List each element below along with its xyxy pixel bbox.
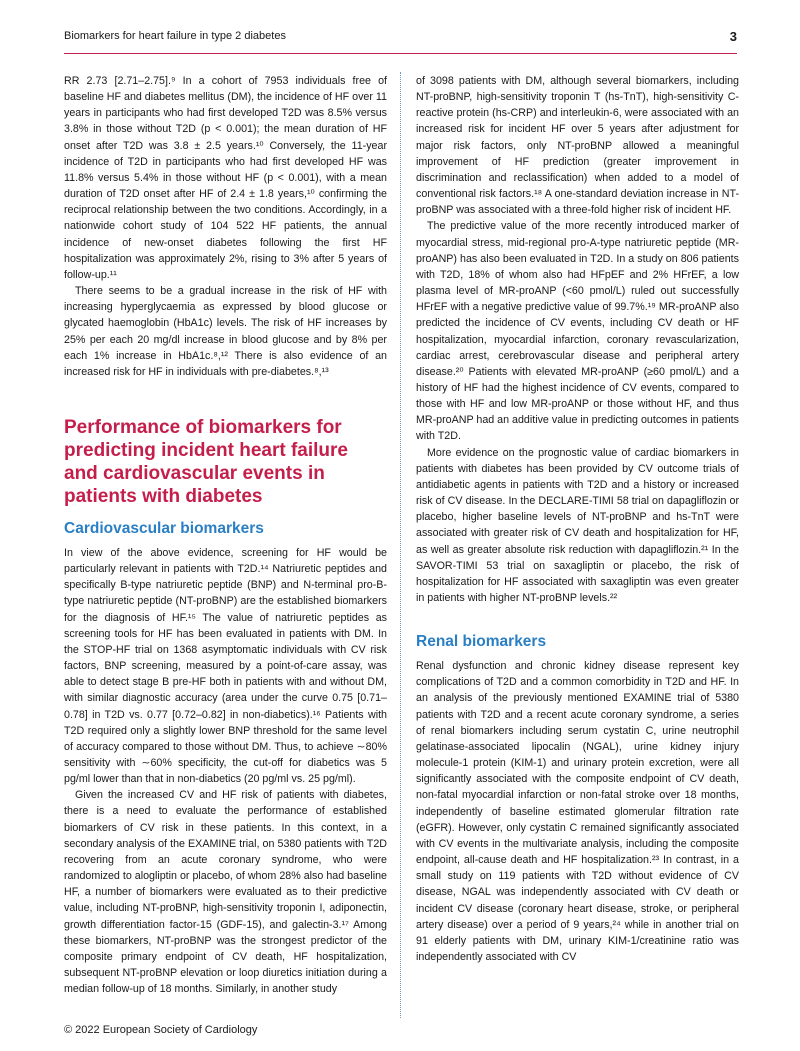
right-column [416, 73, 739, 965]
copyright-footer: © 2022 European Society of Cardiology [64, 1024, 258, 1036]
left-paragraph-2: There seems to be a gradual increase in the risk of HF with increasing hyperglycaemia as expressed by blood glucose or glycated haemoglobin (HbA1c) levels. The risk of HF increases by 25% per each 20 mg/dl increase in blood glucose and by 8% per each 1% increase in HbA1c.⁸,¹² There is also evidence of an increased risk for HF in individuals with pre-diabetes.⁸,¹³ [64, 285, 387, 378]
left-paragraph-1: RR 2.73 [2.71–2.75].⁹ In a cohort of 7953 individuals free of baseline HF and diabetes mellitus (DM), the incidence of HF over 11 years in participants who had first developed T2D was 8.5% versus 3.8% in those without T2D (p < 0.001); the mean duration of HF onset after T2D was 3.8 ± 2.5 years.¹⁰ Conversely, the 11-year incidence of T2D in participants who had first developed HF was 11.8% versus 5.4% in those without HF (p < 0.001), with a mean duration of T2D onset after HF of 2.4 ± 1.8 years,¹⁰ confirming the reciprocal relationship between the two conditions. Accordingly, in a nationwide cohort study of 104 522 HF patients, the annual incidence of new-onset diabetes following the first HF hospitalization was approximately 2%, rising to 3% after 5 years of follow-up.¹¹ [64, 75, 387, 281]
right-paragraph-3: More evidence on the prognostic value of cardiac biomarkers in patients with diabetes has been provided by CV outcome trials of antidiabetic agents in patients with T2D and a history or increased risk of CV disease. In the DECLARE-TIMI 58 trial on dapagliflozin or placebo, higher baseline levels of NT-proBNP and hs-TnT were associated with greater risk of CV death and hospitalization for HF, as well as greater absolute risk reduction with dapagliflozin.²¹ In the SAVOR-TIMI 53 trial on saxagliptin or placebo, the risk of hospitalization for HF associated with saxagliptin was even greater in patients with higher NT-proBNP levels.²² [416, 446, 739, 604]
left-paragraph-4: Given the increased CV and HF risk of patients with diabetes, there is a need to evaluate the performance of established biomarkers of CV risk in these patients. In this context, in a secondary analysis of the EXAMINE trial, on 5380 patients with T2D recovering from an acute coronary syndrome, who were randomized to alogliptin or placebo, of whom 28% also had baseline HF, a number of biomarkers were evaluated as to their predictive value, including NT-proBNP, high-sensitivity troponin I, adiponectin, growth differentiation factor-15 (GDF-15), and galectin-3.¹⁷ Among these biomarkers, NT-proBNP was the strongest predictor of the composite primary endpoint of CV death, HF hospitalization, subsequent NT-proBNP elevation or loop diuretics initiation during a median follow-up of 18 months. Similarly, in another study [64, 789, 387, 996]
subsection-heading-cardiovascular: Cardiovascular biomarkers [64, 519, 264, 537]
left-column [64, 73, 387, 997]
subsection-heading-renal: Renal biomarkers [416, 633, 547, 651]
header-rule [64, 53, 737, 54]
running-title: Biomarkers for heart failure in type 2 diabetes [64, 30, 286, 42]
right-paragraph-1: of 3098 patients with DM, although several biomarkers, including NT-proBNP, high-sensitivity troponin T (hs-TnT), high-sensitivity C-reactive protein (hs-CRP) and interleukin-6, were associated with an increased risk for incident HF over 5 years after adjustment for major risk factors, only NT-proBNP allowed a meaningful improvement of HF prediction (greater improvement in discrimination and reclassification) when added to a model of conventional risk factors.¹⁸ A one-standard deviation increase in NT-proBNP was associated with a three-fold higher risk of incident HF. [416, 75, 739, 217]
right-paragraph-2: The predictive value of the more recently introduced marker of myocardial stress, mid-regional pro-A-type natriuretic peptide (MR-proANP) has also been evaluated in T2D. In a study on 806 patients with T2D, 18% of whom also had HFpEF and 2% HFrEF, a low plasma level of MR-proANP (<60 pmol/L) ruled out successfully HFrEF with a negative predictive value of 99.7%.¹⁹ MR-proANP also predicted the incidence of CV events, including CV death or HF hospitalization, myocardial infarction, coronary revascularization, cardiac arrest, cerebrovascular disease and peripheral artery disease.²⁰ Patients with elevated MR-proANP (≥60 pmol/L) and a history of HF had the highest incidence of CV events, compared to those with HF and low MR-proANP or those without HF, and thus MR-proANP had an additive value in predicting outcomes in patients with T2D. [416, 220, 739, 443]
page-number: 3 [729, 29, 737, 44]
column-divider [400, 72, 401, 1018]
right-paragraph-4: Renal dysfunction and chronic kidney disease represent key complications of T2D and a common comorbidity in T2D and HF. In an analysis of the previously mentioned EXAMINE trial of 5380 patients with T2D and a recent acute coronary syndrome, a series of renal biomarkers including serum cystatin C, urine neutrophil gelatinase-associated lipocalin (NGAL), urine kidney injury molecule-1 protein (KIM-1) and urinary protein excretion, were all significantly associated with the composite endpoint of CV death, non-fatal myocardial infarction or non-fatal stroke over 18 months, independently of baseline estimated glomerular filtration rate (eGFR). However, only cystatin C remained significantly associated with CV events in the multivariate analysis, including the composite endpoint, all-cause death and HF hospitalization.²³ In contrast, in a small study on 119 patients with T2D without evidence of CV disease, NGAL was independently associated with CV death or incident CV disease (coronary heart disease, stroke, or peripheral artery disease) over a period of 9 years,²⁴ while in another trial on 91 elderly patients with DM, urinary KIM-1/creatinine ratio was independently associated with CV [416, 660, 739, 963]
left-paragraph-3: In view of the above evidence, screening for HF would be particularly relevant in patients with T2D.¹⁴ Natriuretic peptides and specifically B-type natriuretic peptide (BNP) and N-terminal pro-B-type natriuretic peptide (NT-proBNP) are the established biomarkers for the diagnosis of HF.¹⁵ The value of natriuretic peptides as screening tools for HF has been evaluated in patients with DM. In the STOP-HF trial on 1368 asymptomatic individuals with CV risk factors, BNP screening, measured by a point-of-care assay, was able to detect stage B pre-HF both in patients with and without DM, with similar diagnostic accuracy (area under the curve 0.75 [0.71–0.78] in T2D vs. 0.77 [0.72–0.82] in non-diabetics).¹⁶ Patients with T2D required only a slightly lower BNP threshold for the same level of accuracy compared to those without DM. Thus, to achieve ∼80% sensitivity with ∼60% specificity, the cut-off for diabetics was 5 pg/ml lower than that in non-diabetics (20 pg/ml vs. 25 pg/ml). [64, 546, 387, 786]
section-heading: Performance of biomarkers for predicting incident heart failure and cardiovascular events in patients with diabetes [64, 416, 348, 507]
